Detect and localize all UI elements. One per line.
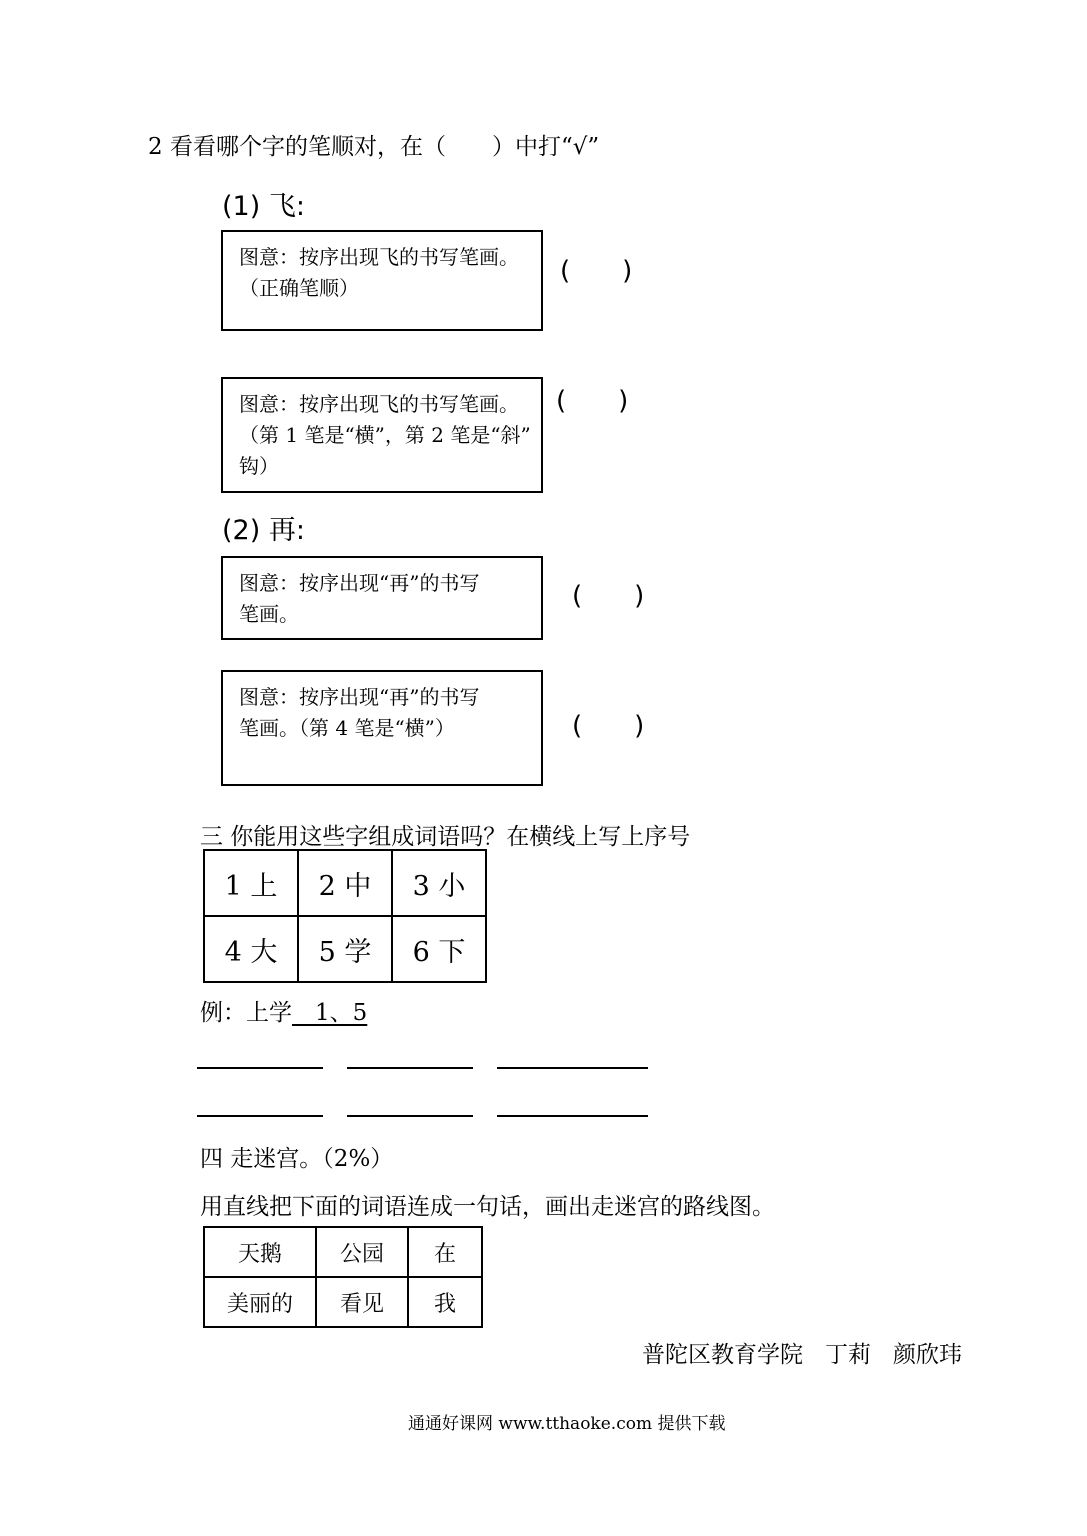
maze-cell[interactable]: 天鹅 [204,1227,316,1277]
answer-parentheses-2b[interactable]: ( ) [572,711,645,741]
section-4-instruction: 用直线把下面的词语连成一句话，画出走迷宫的路线图。 [200,1194,775,1220]
part-2-label: (2) 再: [222,515,305,546]
answer-line[interactable] [497,1115,648,1117]
credit-author: 颜欣玮 [893,1342,962,1368]
stroke-order-box-1b [221,377,543,493]
credit-author: 丁莉 [825,1342,871,1368]
answer-line[interactable] [197,1067,323,1069]
answer-parentheses-2a[interactable]: ( ) [572,581,645,611]
example-label: 例：上学 [200,1000,292,1026]
stroke-order-box-1a [221,230,543,331]
maze-grid [203,1226,483,1328]
box-line: 图意：按序出现飞的书写笔画。 [239,245,519,269]
box-line: （第 1 笔是“横”，第 2 笔是“斜” [239,423,531,447]
stroke-order-box-2a [221,556,543,640]
section-4-title: 四 走迷宫。（2%） [200,1146,394,1172]
grid-cell: 3 小 [392,850,486,916]
box-line: 笔画。（第 4 笔是“横”） [239,716,455,740]
example-answer: 1、5 [292,1000,368,1026]
answer-parentheses-1b[interactable]: ( ) [556,386,629,416]
grid-cell: 1 上 [204,850,298,916]
grid-cell: 4 大 [204,916,298,982]
maze-cell[interactable]: 美丽的 [204,1277,316,1327]
maze-cell[interactable]: 在 [408,1227,482,1277]
answer-line[interactable] [347,1067,473,1069]
grid-cell: 6 下 [392,916,486,982]
answer-line[interactable] [347,1115,473,1117]
answer-line[interactable] [197,1115,323,1117]
box-line: （正确笔顺） [239,276,359,300]
maze-cell[interactable]: 看见 [316,1277,408,1327]
maze-cell[interactable]: 我 [408,1277,482,1327]
box-line: 图意：按序出现飞的书写笔画。 [239,392,519,416]
example-row [200,994,367,1027]
box-line: 图意：按序出现“再”的书写 [239,571,480,595]
section-3-title: 三 你能用这些字组成词语吗？在横线上写上序号 [200,824,691,850]
stroke-order-box-2b [221,670,543,786]
grid-cell: 5 学 [298,916,392,982]
part-1-label: (1) 飞: [222,191,305,222]
character-grid [203,849,487,983]
box-line: 笔画。 [239,602,299,626]
credits [642,1336,962,1369]
box-line: 钩） [239,454,279,478]
grid-cell: 2 中 [298,850,392,916]
answer-line[interactable] [497,1067,648,1069]
question-2-prompt: 2 看看哪个字的笔顺对，在（ ）中打“√” [148,134,600,160]
footer-text: 通通好课网 www.tthaoke.com 提供下载 [408,1414,726,1434]
credit-institution: 普陀区教育学院 [642,1342,803,1368]
maze-cell[interactable]: 公园 [316,1227,408,1277]
answer-parentheses-1a[interactable]: ( ) [560,256,633,286]
box-line: 图意：按序出现“再”的书写 [239,685,480,709]
